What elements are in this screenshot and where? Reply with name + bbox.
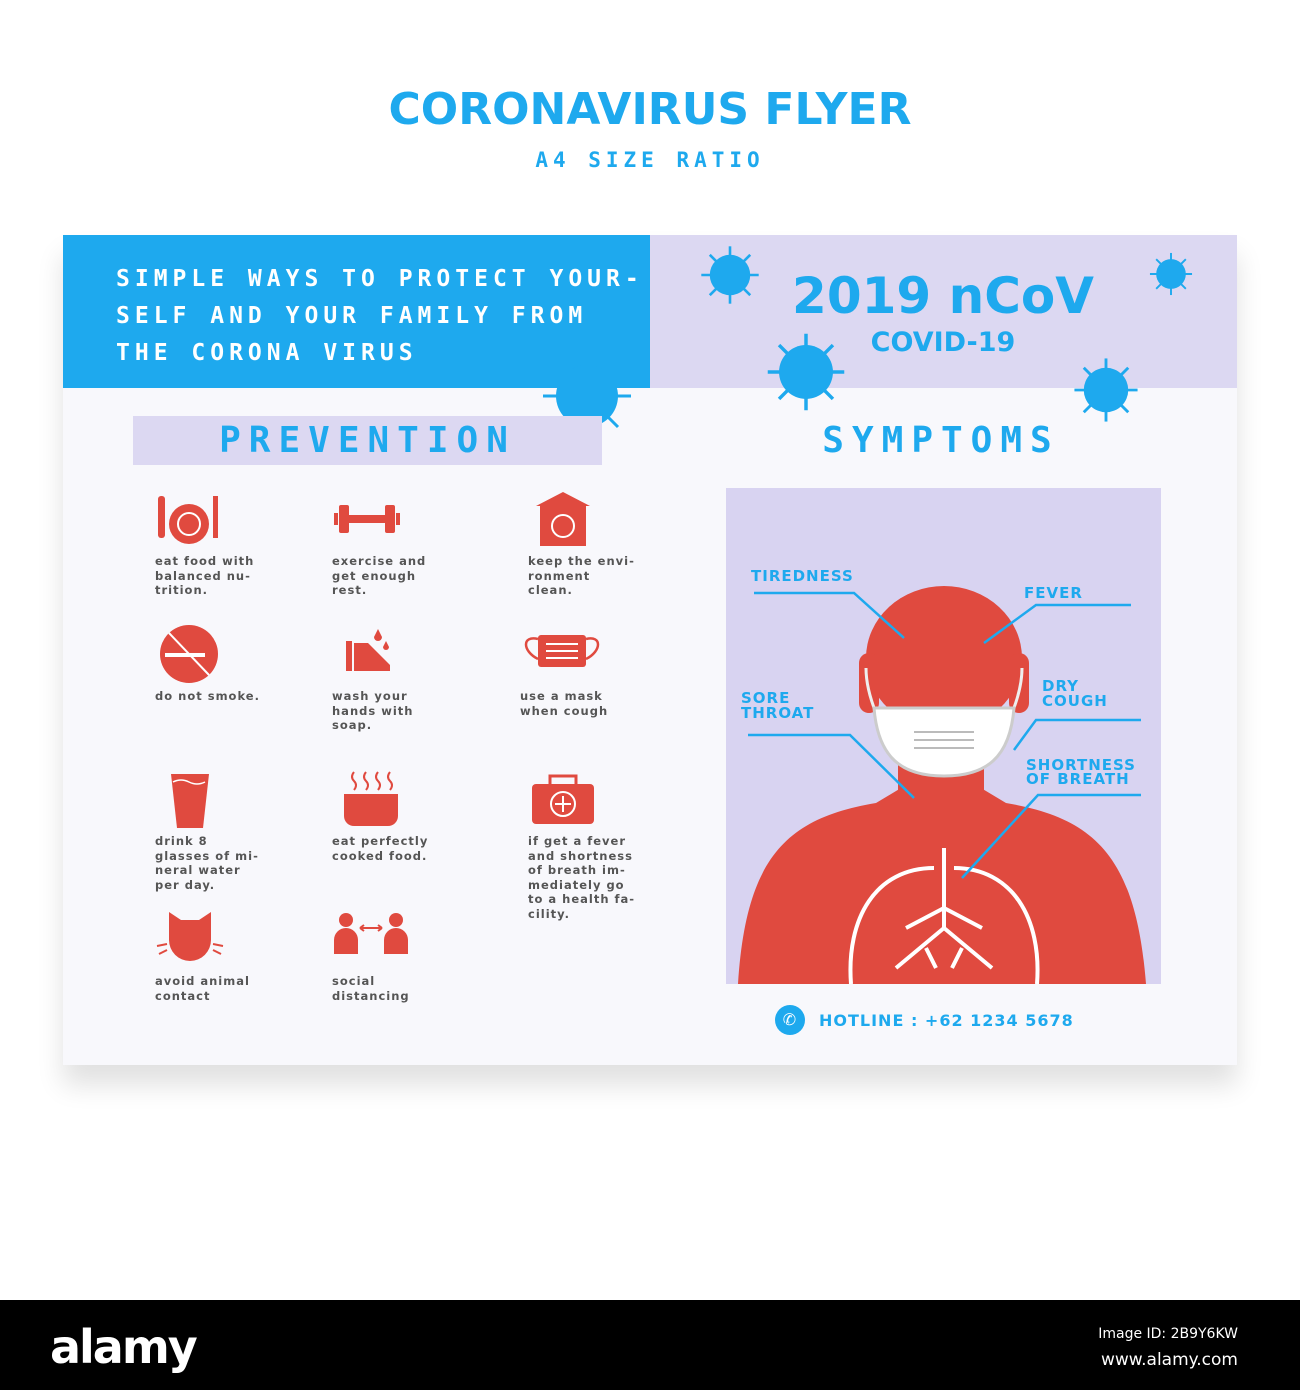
virus-icon [766, 332, 846, 412]
first-aid-kit-icon [528, 770, 598, 828]
virus-icon [1073, 357, 1139, 423]
site-url[interactable]: www.alamy.com [1100, 1350, 1238, 1370]
symptom-dry-cough: DRY [1042, 677, 1080, 695]
intro-text: SIMPLE WAYS TO PROTECT YOUR- SELF AND YOUR FAMILY FROM THE CORONA VIRUS [116, 266, 644, 366]
water-glass-icon [155, 770, 225, 828]
flyer [63, 235, 1237, 1065]
dumbbell-icon [332, 490, 402, 548]
prevention-label: keep the envi- ronment clean. [528, 554, 635, 597]
symptom-tiredness: TIREDNESS [751, 567, 854, 585]
no-smoking-icon [155, 625, 225, 683]
prevention-item [332, 910, 452, 1003]
virus-icon [1149, 252, 1193, 296]
cooking-pot-icon [332, 770, 402, 828]
prevention-item [520, 625, 640, 718]
symptom-sore-throat-line2: THROAT [741, 704, 815, 722]
symptom-shortness-of-breath-line2: OF BREATH [1026, 770, 1130, 788]
symptom-sore-throat: SORE [741, 689, 791, 707]
prevention-item [155, 625, 275, 704]
flyer-subtitle: A4 SIZE RATIO [535, 148, 765, 172]
flyer-title: CORONAVIRUS FLYER [388, 84, 912, 135]
prevention-label: if get a fever and shortness of breath im- mediately go to a health fa- cility. [528, 834, 636, 921]
prevention-label: social distancing [332, 974, 410, 1003]
prevention-label: avoid animal contact [155, 974, 250, 1003]
prevention-item [332, 625, 452, 733]
symptom-shortness-of-breath: SHORTNESS [1026, 756, 1136, 774]
prevention-item [332, 490, 452, 598]
symptoms-illustration [726, 488, 1161, 984]
prevention-item [528, 770, 648, 921]
prevention-label: eat food with balanced nu- trition. [155, 554, 255, 597]
prevention-item [155, 770, 275, 892]
phone-icon: ✆ [775, 1005, 805, 1035]
prevention-item [155, 490, 275, 598]
face-mask [874, 708, 1014, 776]
prevention-label: do not smoke. [155, 689, 260, 703]
prevention-label: wash your hands with soap. [332, 689, 414, 732]
virus-alt-name: COVID-19 [870, 327, 1016, 358]
prevention-item [528, 490, 648, 598]
hotline-text: HOTLINE : +62 1234 5678 [819, 1010, 1074, 1030]
image-id: Image ID: 2B9Y6KW [1098, 1326, 1238, 1342]
virus-icon [700, 245, 760, 305]
prevention-item [332, 770, 452, 863]
prevention-label: eat perfectly cooked food. [332, 834, 429, 863]
prevention-item [155, 910, 275, 1003]
symptom-fever: FEVER [1024, 584, 1083, 602]
clean-house-icon [528, 490, 598, 548]
wash-hands-icon [332, 625, 402, 683]
alamy-logo: alamy [50, 1320, 196, 1374]
prevention-label: use a mask when cough [520, 689, 609, 718]
prevention-label: exercise and get enough rest. [332, 554, 427, 597]
symptom-dry-cough-line2: COUGH [1042, 692, 1108, 710]
virus-name: 2019 nCoV [792, 267, 1094, 325]
prevention-heading: PREVENTION [133, 416, 602, 465]
mask-icon [520, 625, 604, 683]
food-plate-icon [155, 490, 225, 548]
prevention-label: drink 8 glasses of mi- neral water per day. [155, 834, 259, 892]
cat-icon [155, 910, 225, 968]
symptoms-heading: SYMPTOMS [822, 420, 1060, 461]
hotline [775, 1005, 1074, 1035]
social-distance-icon [332, 910, 412, 968]
footer-bar [0, 1300, 1300, 1390]
